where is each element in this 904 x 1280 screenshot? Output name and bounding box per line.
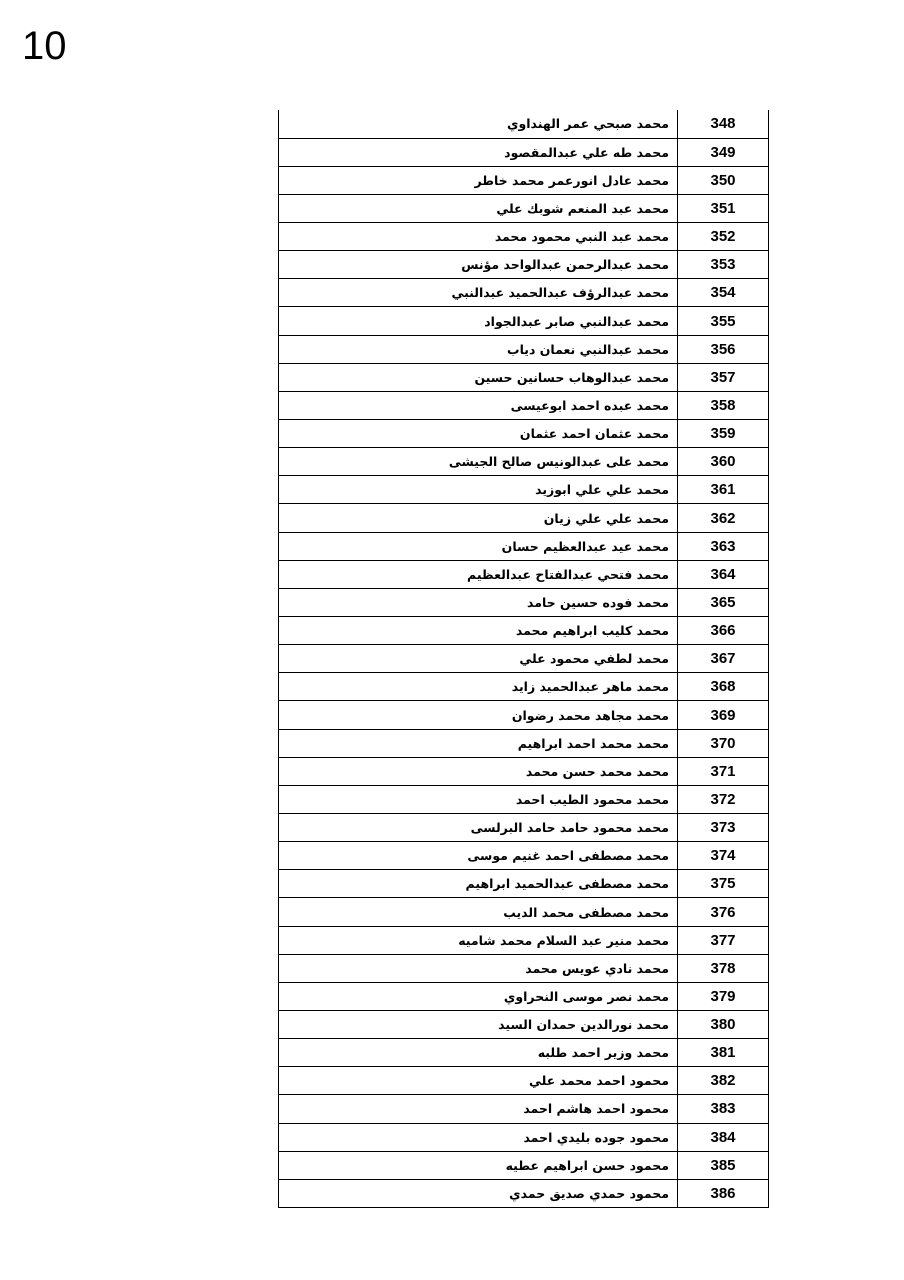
table-row	[279, 504, 769, 532]
row-name: محمد مجاهد محمد رضوان	[279, 701, 678, 729]
table-row	[279, 1179, 769, 1207]
row-name: محمد مصطفى عبدالحميد ابراهيم	[279, 870, 678, 898]
table-row	[279, 138, 769, 166]
row-number: 368	[678, 673, 769, 701]
row-number: 374	[678, 842, 769, 870]
table-row	[279, 729, 769, 757]
row-name: محمد عبد النبي محمود محمد	[279, 223, 678, 251]
row-number: 381	[678, 1039, 769, 1067]
row-name: محمود احمد هاشم احمد	[279, 1095, 678, 1123]
row-name: محمد ماهر عبدالحميد زايد	[279, 673, 678, 701]
row-number: 356	[678, 335, 769, 363]
row-name: محمود احمد محمد علي	[279, 1067, 678, 1095]
table-row	[279, 982, 769, 1010]
table-row	[279, 448, 769, 476]
row-name: محمد محمود الطيب احمد	[279, 785, 678, 813]
row-number: 384	[678, 1123, 769, 1151]
row-number: 354	[678, 279, 769, 307]
table-row	[279, 1067, 769, 1095]
table-row	[279, 814, 769, 842]
row-number: 373	[678, 814, 769, 842]
row-name: محمد عثمان احمد عثمان	[279, 420, 678, 448]
row-name: محمد عبده احمد ابوعيسى	[279, 391, 678, 419]
row-number: 360	[678, 448, 769, 476]
table-row	[279, 560, 769, 588]
row-number: 349	[678, 138, 769, 166]
row-number: 379	[678, 982, 769, 1010]
table-row	[279, 476, 769, 504]
table-row	[279, 110, 769, 138]
row-number: 380	[678, 1011, 769, 1039]
row-name: محمد محمد احمد ابراهيم	[279, 729, 678, 757]
row-name: محمد عبدالرحمن عبدالواحد مؤنس	[279, 251, 678, 279]
row-number: 377	[678, 926, 769, 954]
row-name: محمد علي علي زيان	[279, 504, 678, 532]
row-name: محمد لطفي محمود علي	[279, 645, 678, 673]
table-row	[279, 954, 769, 982]
table-row	[279, 1123, 769, 1151]
row-number: 370	[678, 729, 769, 757]
table-row	[279, 279, 769, 307]
row-number: 353	[678, 251, 769, 279]
row-name: محمد عبدالرؤف عبدالحميد عبدالنبي	[279, 279, 678, 307]
table-row	[279, 420, 769, 448]
table-row	[279, 645, 769, 673]
row-name: محمد عادل انورعمر محمد خاطر	[279, 166, 678, 194]
row-name: محمد منير عبد السلام محمد شاميه	[279, 926, 678, 954]
row-number: 348	[678, 110, 769, 138]
row-number: 355	[678, 307, 769, 335]
row-number: 361	[678, 476, 769, 504]
row-name: محمود حمدي صديق حمدي	[279, 1179, 678, 1207]
row-name: محمد مصطفى محمد الديب	[279, 898, 678, 926]
table-row	[279, 673, 769, 701]
table-row	[279, 251, 769, 279]
row-name: محمد نادي عويس محمد	[279, 954, 678, 982]
row-number: 350	[678, 166, 769, 194]
row-name: محمود جوده بليدي احمد	[279, 1123, 678, 1151]
row-number: 375	[678, 870, 769, 898]
table-row	[279, 898, 769, 926]
names-table	[278, 110, 769, 1208]
row-name: محمد فتحي عبدالفتاح عبدالعظيم	[279, 560, 678, 588]
row-number: 378	[678, 954, 769, 982]
row-name: محمد علي علي ابوزيد	[279, 476, 678, 504]
row-name: محمد مصطفى احمد غنيم موسى	[279, 842, 678, 870]
row-number: 357	[678, 363, 769, 391]
table-row	[279, 391, 769, 419]
table-row	[279, 1095, 769, 1123]
row-number: 359	[678, 420, 769, 448]
row-number: 366	[678, 617, 769, 645]
table-row	[279, 194, 769, 222]
row-number: 365	[678, 588, 769, 616]
row-name: محمد على عبدالونيس صالح الجيشى	[279, 448, 678, 476]
row-name: محمد محمد حسن محمد	[279, 757, 678, 785]
row-number: 352	[678, 223, 769, 251]
row-number: 382	[678, 1067, 769, 1095]
table-row	[279, 785, 769, 813]
row-name: محمد محمود حامد حامد البرلسى	[279, 814, 678, 842]
row-name: محمد عبدالنبي نعمان دياب	[279, 335, 678, 363]
table-row	[279, 757, 769, 785]
row-number: 369	[678, 701, 769, 729]
table-row	[279, 307, 769, 335]
row-name: محمد وزير احمد طلبه	[279, 1039, 678, 1067]
row-name: محمد كليب ابراهيم محمد	[279, 617, 678, 645]
row-number: 372	[678, 785, 769, 813]
row-number: 364	[678, 560, 769, 588]
row-name: محمد عبد المنعم شوبك علي	[279, 194, 678, 222]
row-number: 358	[678, 391, 769, 419]
table-row	[279, 1011, 769, 1039]
page-number: 10	[22, 24, 67, 68]
table-row	[279, 842, 769, 870]
table-row	[279, 335, 769, 363]
row-name: محمد نصر موسى النحراوي	[279, 982, 678, 1010]
row-name: محمد عبدالوهاب حسانين حسين	[279, 363, 678, 391]
table-row	[279, 701, 769, 729]
row-name: محمود حسن ابراهيم عطيه	[279, 1151, 678, 1179]
row-number: 371	[678, 757, 769, 785]
row-number: 376	[678, 898, 769, 926]
table-row	[279, 363, 769, 391]
row-number: 383	[678, 1095, 769, 1123]
names-table-body	[279, 110, 769, 1207]
row-number: 362	[678, 504, 769, 532]
row-name: محمد نورالدين حمدان السيد	[279, 1011, 678, 1039]
table-row	[279, 926, 769, 954]
table-row	[279, 1151, 769, 1179]
table-row	[279, 617, 769, 645]
row-number: 386	[678, 1179, 769, 1207]
table-row	[279, 223, 769, 251]
row-name: محمد طه علي عبدالمقصود	[279, 138, 678, 166]
row-number: 385	[678, 1151, 769, 1179]
table-row	[279, 166, 769, 194]
table-row	[279, 532, 769, 560]
row-name: محمد فوده حسين حامد	[279, 588, 678, 616]
row-number: 367	[678, 645, 769, 673]
row-number: 351	[678, 194, 769, 222]
table-row	[279, 588, 769, 616]
row-name: محمد عبدالنبي صابر عبدالجواد	[279, 307, 678, 335]
row-name: محمد صبحي عمر الهنداوي	[279, 110, 678, 138]
table-row	[279, 1039, 769, 1067]
row-number: 363	[678, 532, 769, 560]
table-row	[279, 870, 769, 898]
row-name: محمد عيد عبدالعظيم حسان	[279, 532, 678, 560]
